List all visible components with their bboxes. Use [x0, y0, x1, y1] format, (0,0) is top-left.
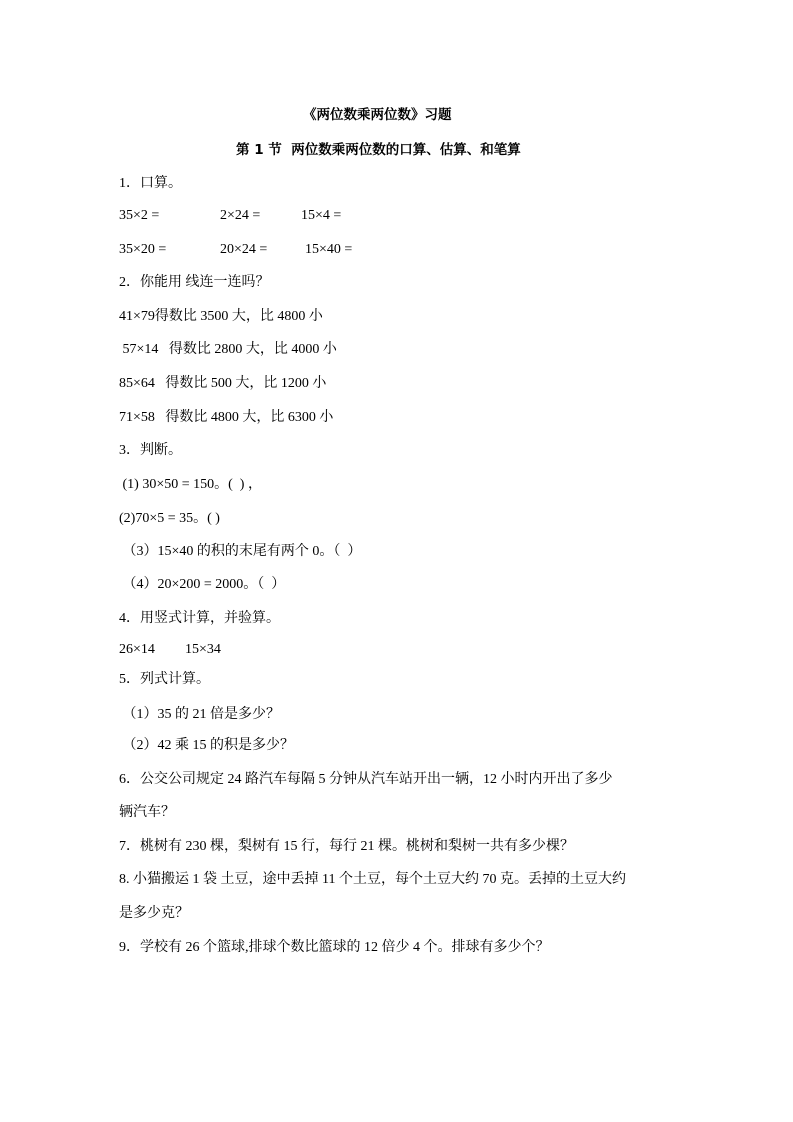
question-4-heading: 4．用竖式计算，并验算。 [119, 611, 280, 626]
question-2-heading: 2．你能用 线连一连吗？ [119, 275, 270, 290]
q2-item: 41×79得数比 3500 大，比 4800 小 [119, 309, 323, 324]
document-title: 《两位数乘两位数》习题 [303, 107, 452, 123]
section-subtitle: 第 1 节 两位数乘两位数的口算、估算、和笔算 [236, 142, 521, 158]
question-1-heading: 1．口算。 [119, 176, 182, 191]
q5-item: （2）42 乘 15 的积是多少？ [119, 738, 294, 753]
question-8: 8. 小猫搬运 1 袋 土豆，途中丢掉 11 个土豆，每个土豆大约 70 克。丢掉的土豆大约 [119, 872, 626, 887]
q1-expr: 15×40 = [305, 242, 353, 257]
q2-item: 85×64 得数比 500 大，比 1200 小 [119, 376, 327, 391]
q4-item: 26×14 [119, 642, 155, 657]
q1-expr: 2×24 = [220, 208, 261, 223]
q1-expr: 20×24 = [220, 242, 268, 257]
question-3-heading: 3．判断。 [119, 443, 182, 458]
question-8-cont: 是多少克？ [119, 906, 189, 921]
q3-item: （3）15×40 的积的末尾有两个 0。（ ） [119, 544, 362, 559]
q2-item: 71×58 得数比 4800 大，比 6300 小 [119, 410, 334, 425]
question-6: 6．公交公司规定 24 路汽车每隔 5 分钟从汽车站开出一辆，12 小时内开出了多少 [119, 772, 613, 787]
question-9: 9．学校有 26 个篮球,排球个数比篮球的 12 倍少 4 个。排球有多少个？ [119, 940, 550, 955]
question-6-cont: 辆汽车？ [119, 805, 175, 820]
question-7: 7．桃树有 230 棵，梨树有 15 行，每行 21 棵。桃树和梨树一共有多少棵？ [119, 839, 574, 854]
q1-expr: 35×2 = [119, 208, 160, 223]
q3-item: (2)70×5 = 35。( ) [119, 511, 220, 526]
q3-item: (1) 30×50 = 150。( ) ， [119, 477, 262, 492]
q5-item: （1）35 的 21 倍是多少？ [119, 707, 280, 722]
q1-expr: 35×20 = [119, 242, 167, 257]
q1-expr: 15×4 = [301, 208, 342, 223]
question-5-heading: 5．列式计算。 [119, 672, 210, 687]
q3-item: （4）20×200 = 2000。（ ） [119, 577, 286, 592]
q4-item: 15×34 [185, 642, 221, 657]
q2-item: 57×14 得数比 2800 大，比 4000 小 [119, 342, 337, 357]
